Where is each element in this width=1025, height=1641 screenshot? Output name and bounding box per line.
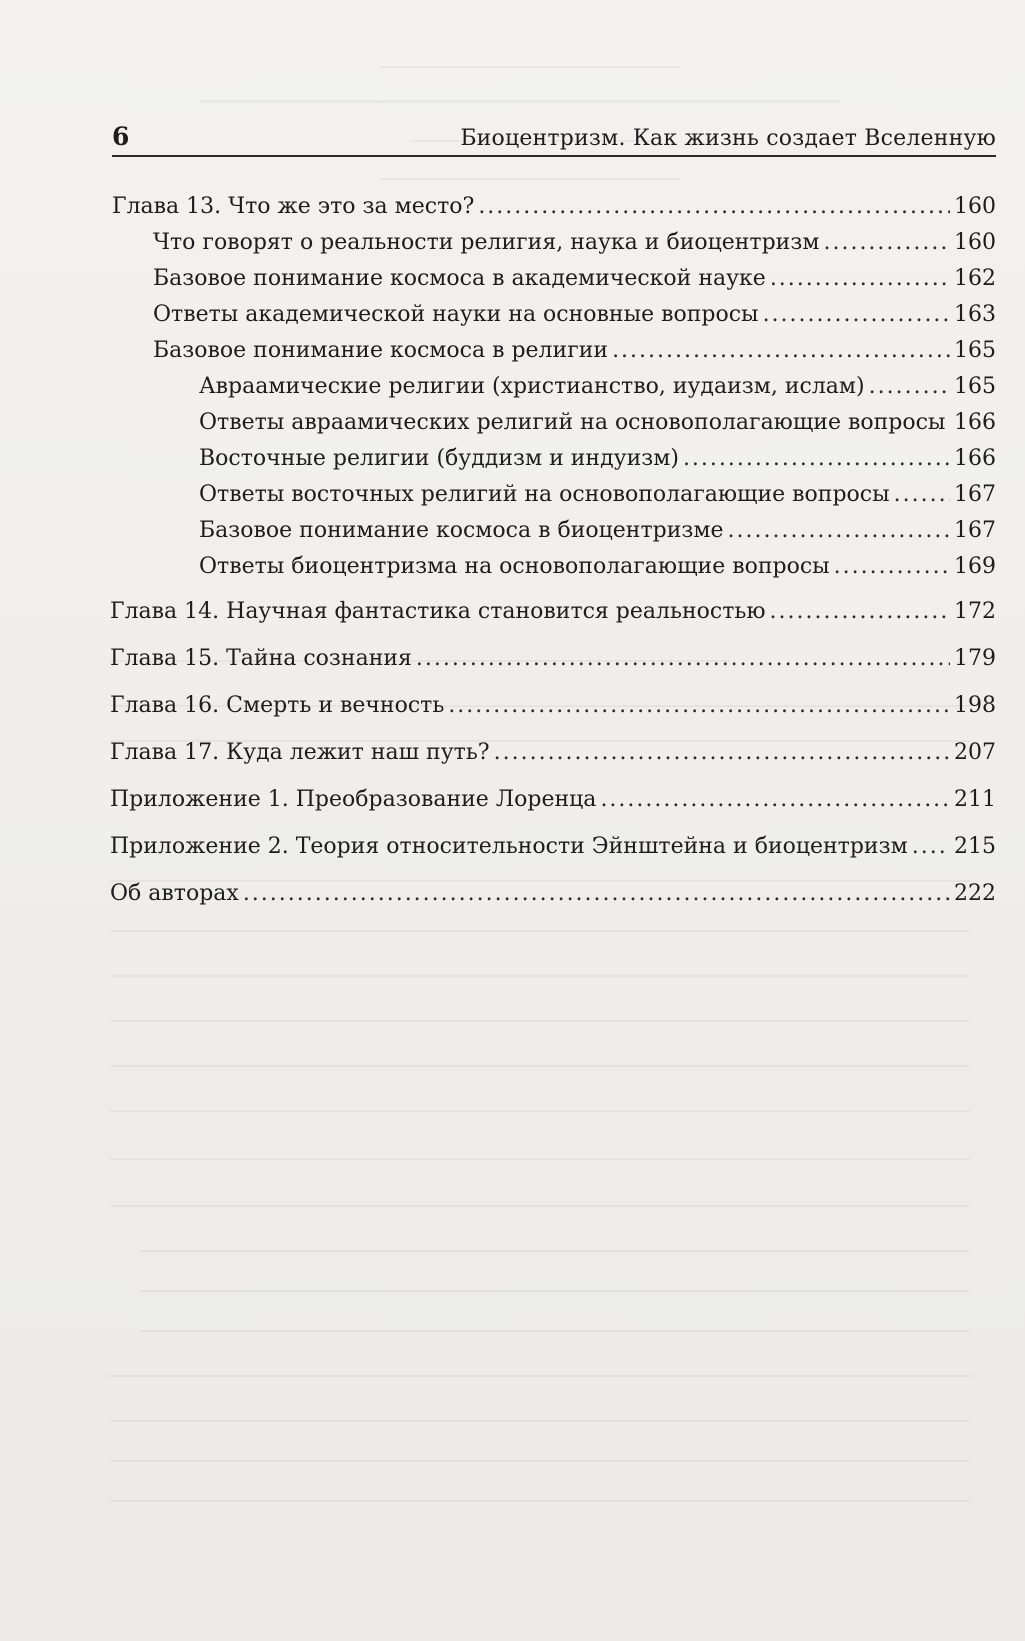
toc-entry-subsection [199, 553, 996, 581]
toc-entry-page: 167 [954, 482, 996, 507]
toc-entry-page: 163 [954, 302, 996, 327]
running-title: Биоцентризм. Как жизнь создает Вселенную [460, 126, 996, 151]
toc-entry-title: Базовое понимание космоса в биоцентризме [199, 518, 724, 543]
page-number: 6 [112, 122, 130, 151]
toc-entry-section [153, 301, 996, 329]
toc-entry-chapter-13 [112, 193, 996, 221]
toc-entry-chapter-17 [110, 739, 996, 767]
toc-entry-title: Базовое понимание космоса в академической науке [153, 266, 766, 291]
toc-entry-subsection [199, 373, 996, 401]
dot-leader [949, 409, 950, 437]
dot-leader [770, 265, 950, 293]
toc-entry-page: 166 [954, 446, 996, 471]
toc-entry-subsection [199, 517, 996, 545]
toc-entry-page: 172 [954, 599, 996, 624]
toc-entry-title: Глава 15. Тайна сознания [110, 646, 412, 671]
toc-entry-page: 165 [954, 338, 996, 363]
toc-entry-page: 167 [954, 518, 996, 543]
toc-entry-page: 198 [954, 693, 996, 718]
toc-entry-appendix-1 [110, 786, 996, 814]
toc-entry-title: Ответы биоцентризма на основополагающие вопросы [199, 554, 830, 579]
dot-leader [912, 833, 950, 861]
dot-leader [869, 373, 950, 401]
toc-entry-chapter-16 [110, 692, 996, 720]
toc-entry-title: Авраамические религии (христианство, иудаизм, ислам) [199, 374, 865, 399]
toc-entry-title: Глава 17. Куда лежит наш путь? [110, 740, 490, 765]
toc-entry-title: Ответы авраамических религий на основополагающие вопросы [199, 410, 946, 435]
toc-entry-title: Глава 16. Смерть и вечность [110, 693, 445, 718]
toc-entry-title: Ответы восточных религий на основополагающие вопросы [199, 482, 890, 507]
dot-leader [478, 193, 950, 221]
toc-entry-section [153, 265, 996, 293]
dot-leader [600, 786, 950, 814]
dot-leader [494, 739, 950, 767]
toc-entry-subsection [199, 409, 996, 437]
dot-leader [728, 517, 951, 545]
dot-leader [834, 553, 950, 581]
toc-entry-title: Ответы академической науки на основные вопросы [153, 302, 759, 327]
toc-entry-page: 160 [954, 230, 996, 255]
toc-entry-title: Приложение 1. Преобразование Лоренца [110, 787, 597, 812]
toc-entry-page: 160 [954, 194, 996, 219]
dot-leader [243, 880, 950, 908]
toc-entry-page: 211 [954, 787, 996, 812]
toc-entry-page: 166 [954, 410, 996, 435]
toc-entry-page: 169 [954, 554, 996, 579]
toc-entry-subsection [199, 481, 996, 509]
toc-entry-subsection [199, 445, 996, 473]
dot-leader [770, 598, 950, 626]
toc-entry-page: 162 [954, 266, 996, 291]
dot-leader [823, 229, 950, 257]
toc-entry-title: Глава 13. Что же это за место? [112, 194, 475, 219]
toc-entry-title: Об авторах [110, 881, 239, 906]
dot-leader [763, 301, 950, 329]
dot-leader [894, 481, 950, 509]
dot-leader [612, 337, 950, 365]
dot-leader [416, 645, 950, 673]
toc-entry-title: Базовое понимание космоса в религии [153, 338, 609, 363]
dot-leader [683, 445, 950, 473]
toc-entry-chapter-15 [110, 645, 996, 673]
toc-entry-title: Восточные религии (буддизм и индуизм) [199, 446, 679, 471]
toc-entry-title: Что говорят о реальности религия, наука и биоцентризм [153, 230, 820, 255]
toc-entry-appendix-2 [110, 833, 996, 861]
toc-entry-page: 207 [954, 740, 996, 765]
toc-entry-section [153, 337, 996, 365]
toc-entry-page: 222 [954, 881, 996, 906]
dot-leader [448, 692, 950, 720]
toc-entry-title: Глава 14. Научная фантастика становится реальностью [110, 599, 766, 624]
toc-entry-chapter-14 [110, 598, 996, 626]
toc-entry-title: Приложение 2. Теория относительности Эйнштейна и биоцентризм [110, 834, 908, 859]
toc-entry-page: 165 [954, 374, 996, 399]
toc-entry-page: 215 [954, 834, 996, 859]
toc-entry-section [153, 229, 996, 257]
toc-entry-about-authors [110, 880, 996, 908]
toc-entry-page: 179 [954, 646, 996, 671]
